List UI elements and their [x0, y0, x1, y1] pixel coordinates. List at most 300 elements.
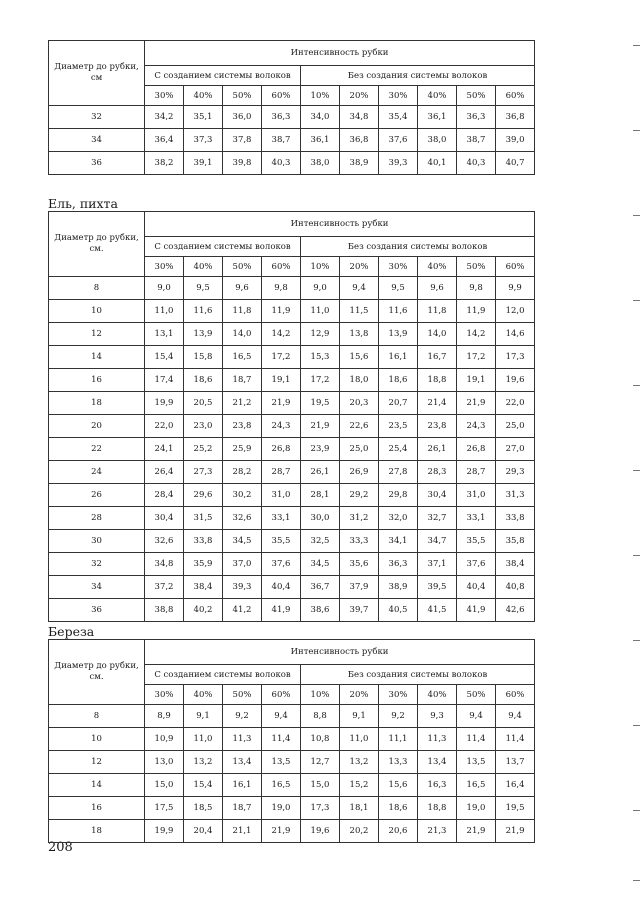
- value-cell: 15,2: [340, 774, 379, 797]
- section-title-birch: Береза: [48, 624, 95, 639]
- with-system-header: С созданием системы волоков: [145, 237, 301, 257]
- percent-header: 50%: [223, 86, 262, 106]
- value-cell: 13,9: [379, 323, 418, 346]
- value-cell: 15,0: [301, 774, 340, 797]
- value-cell: 26,4: [145, 461, 184, 484]
- percent-header: 50%: [457, 257, 496, 277]
- value-cell: 17,3: [301, 797, 340, 820]
- value-cell: 13,0: [145, 751, 184, 774]
- percent-header: 10%: [301, 86, 340, 106]
- value-cell: 41,9: [262, 599, 301, 622]
- value-cell: 11,0: [301, 300, 340, 323]
- value-cell: 38,8: [145, 599, 184, 622]
- value-cell: 36,8: [496, 106, 535, 129]
- table-row: [49, 576, 535, 599]
- value-cell: 17,2: [262, 346, 301, 369]
- value-cell: 36,8: [340, 129, 379, 152]
- value-cell: 9,9: [496, 277, 535, 300]
- value-cell: 16,3: [418, 774, 457, 797]
- value-cell: 37,9: [340, 576, 379, 599]
- value-cell: 36,0: [223, 106, 262, 129]
- diameter-cell: 10: [49, 300, 145, 323]
- intensity-header: Интенсивность рубки: [145, 41, 535, 66]
- value-cell: 38,2: [145, 152, 184, 175]
- percent-header: 60%: [496, 86, 535, 106]
- value-cell: 20,5: [184, 392, 223, 415]
- value-cell: 37,3: [184, 129, 223, 152]
- diameter-cell: 36: [49, 152, 145, 175]
- value-cell: 8,8: [301, 705, 340, 728]
- diameter-cell: 30: [49, 530, 145, 553]
- value-cell: 40,3: [262, 152, 301, 175]
- value-cell: 20,3: [340, 392, 379, 415]
- percent-header: 10%: [301, 257, 340, 277]
- page-number: 208: [48, 840, 73, 855]
- table-row: [49, 705, 535, 728]
- value-cell: 35,4: [379, 106, 418, 129]
- value-cell: 18,6: [379, 369, 418, 392]
- value-cell: 36,7: [301, 576, 340, 599]
- percent-header: 30%: [145, 257, 184, 277]
- value-cell: 13,1: [145, 323, 184, 346]
- value-cell: 9,0: [145, 277, 184, 300]
- value-cell: 9,4: [457, 705, 496, 728]
- value-cell: 40,5: [379, 599, 418, 622]
- table-row: [49, 369, 535, 392]
- value-cell: 11,0: [184, 728, 223, 751]
- value-cell: 33,3: [340, 530, 379, 553]
- value-cell: 9,4: [496, 705, 535, 728]
- value-cell: 14,0: [223, 323, 262, 346]
- value-cell: 19,0: [457, 797, 496, 820]
- table-row: [49, 797, 535, 820]
- value-cell: 9,6: [418, 277, 457, 300]
- value-cell: 25,4: [379, 438, 418, 461]
- percent-header: 30%: [145, 86, 184, 106]
- value-cell: 11,1: [379, 728, 418, 751]
- value-cell: 19,9: [145, 392, 184, 415]
- diameter-cell: 18: [49, 820, 145, 843]
- table-row: [49, 152, 535, 175]
- diameter-cell: 8: [49, 277, 145, 300]
- value-cell: 37,0: [223, 553, 262, 576]
- value-cell: 11,6: [379, 300, 418, 323]
- value-cell: 39,7: [340, 599, 379, 622]
- value-cell: 34,8: [145, 553, 184, 576]
- value-cell: 28,4: [145, 484, 184, 507]
- diameter-cell: 16: [49, 797, 145, 820]
- diameter-cell: 32: [49, 553, 145, 576]
- percent-header: 60%: [262, 685, 301, 705]
- value-cell: 19,0: [262, 797, 301, 820]
- value-cell: 16,1: [223, 774, 262, 797]
- value-cell: 22,0: [496, 392, 535, 415]
- value-cell: 32,6: [223, 507, 262, 530]
- percent-header: 60%: [496, 257, 535, 277]
- value-cell: 11,0: [340, 728, 379, 751]
- value-cell: 33,1: [262, 507, 301, 530]
- value-cell: 29,6: [184, 484, 223, 507]
- value-cell: 25,0: [340, 438, 379, 461]
- with-system-header: С созданием системы волоков: [145, 665, 301, 685]
- value-cell: 40,2: [184, 599, 223, 622]
- value-cell: 13,2: [184, 751, 223, 774]
- value-cell: 37,6: [457, 553, 496, 576]
- value-cell: 19,6: [301, 820, 340, 843]
- value-cell: 8,9: [145, 705, 184, 728]
- diameter-cell: 34: [49, 129, 145, 152]
- value-cell: 30,4: [418, 484, 457, 507]
- value-cell: 39,3: [223, 576, 262, 599]
- value-cell: 18,5: [184, 797, 223, 820]
- value-cell: 31,0: [262, 484, 301, 507]
- percent-header: 60%: [262, 86, 301, 106]
- value-cell: 21,4: [418, 392, 457, 415]
- value-cell: 11,9: [262, 300, 301, 323]
- table-row: [49, 106, 535, 129]
- value-cell: 31,5: [184, 507, 223, 530]
- diameter-cell: 16: [49, 369, 145, 392]
- value-cell: 9,4: [262, 705, 301, 728]
- value-cell: 34,1: [379, 530, 418, 553]
- percent-header: 10%: [301, 685, 340, 705]
- value-cell: 25,0: [496, 415, 535, 438]
- without-system-header: Без создания системы волоков: [301, 237, 535, 257]
- value-cell: 26,1: [301, 461, 340, 484]
- value-cell: 18,7: [223, 369, 262, 392]
- value-cell: 31,3: [496, 484, 535, 507]
- diameter-cell: 32: [49, 106, 145, 129]
- value-cell: 35,5: [262, 530, 301, 553]
- table-row: [49, 392, 535, 415]
- diameter-cell: 24: [49, 461, 145, 484]
- value-cell: 32,7: [418, 507, 457, 530]
- value-cell: 23,9: [301, 438, 340, 461]
- data-table-1: [48, 211, 535, 622]
- percent-header: 50%: [223, 257, 262, 277]
- diameter-cell: 28: [49, 507, 145, 530]
- value-cell: 15,8: [184, 346, 223, 369]
- value-cell: 22,0: [145, 415, 184, 438]
- value-cell: 20,4: [184, 820, 223, 843]
- value-cell: 11,8: [223, 300, 262, 323]
- value-cell: 9,0: [301, 277, 340, 300]
- value-cell: 21,9: [262, 820, 301, 843]
- value-cell: 22,6: [340, 415, 379, 438]
- value-cell: 21,9: [301, 415, 340, 438]
- value-cell: 9,6: [223, 277, 262, 300]
- value-cell: 20,7: [379, 392, 418, 415]
- value-cell: 40,1: [418, 152, 457, 175]
- diameter-cell: 14: [49, 346, 145, 369]
- value-cell: 27,0: [496, 438, 535, 461]
- data-table-2: [48, 639, 535, 843]
- value-cell: 36,3: [379, 553, 418, 576]
- percent-header: 30%: [379, 257, 418, 277]
- value-cell: 16,1: [379, 346, 418, 369]
- value-cell: 21,3: [418, 820, 457, 843]
- value-cell: 12,7: [301, 751, 340, 774]
- value-cell: 18,1: [340, 797, 379, 820]
- value-cell: 34,0: [301, 106, 340, 129]
- value-cell: 33,8: [496, 507, 535, 530]
- value-cell: 28,7: [262, 461, 301, 484]
- value-cell: 11,3: [223, 728, 262, 751]
- value-cell: 32,5: [301, 530, 340, 553]
- table-row: [49, 300, 535, 323]
- value-cell: 30,2: [223, 484, 262, 507]
- value-cell: 29,8: [379, 484, 418, 507]
- value-cell: 40,3: [457, 152, 496, 175]
- value-cell: 23,0: [184, 415, 223, 438]
- value-cell: 16,5: [457, 774, 496, 797]
- value-cell: 21,9: [262, 392, 301, 415]
- value-cell: 40,8: [496, 576, 535, 599]
- value-cell: 18,8: [418, 797, 457, 820]
- value-cell: 17,5: [145, 797, 184, 820]
- value-cell: 9,5: [184, 277, 223, 300]
- value-cell: 38,4: [496, 553, 535, 576]
- value-cell: 40,4: [262, 576, 301, 599]
- value-cell: 35,6: [340, 553, 379, 576]
- value-cell: 19,9: [145, 820, 184, 843]
- table-row: [49, 530, 535, 553]
- value-cell: 12,9: [301, 323, 340, 346]
- value-cell: 30,0: [301, 507, 340, 530]
- value-cell: 15,4: [145, 346, 184, 369]
- value-cell: 23,8: [223, 415, 262, 438]
- value-cell: 19,5: [496, 797, 535, 820]
- table-row: [49, 751, 535, 774]
- percent-header: 40%: [184, 257, 223, 277]
- value-cell: 14,6: [496, 323, 535, 346]
- value-cell: 14,2: [262, 323, 301, 346]
- value-cell: 38,0: [418, 129, 457, 152]
- value-cell: 34,5: [223, 530, 262, 553]
- value-cell: 36,3: [262, 106, 301, 129]
- value-cell: 10,8: [301, 728, 340, 751]
- without-system-header: Без создания системы волоков: [301, 66, 535, 86]
- value-cell: 31,2: [340, 507, 379, 530]
- percent-header: 50%: [457, 86, 496, 106]
- value-cell: 11,4: [262, 728, 301, 751]
- table-row: [49, 553, 535, 576]
- value-cell: 31,0: [457, 484, 496, 507]
- percent-header: 50%: [223, 685, 262, 705]
- intensity-header: Интенсивность рубки: [145, 640, 535, 665]
- table-row: [49, 507, 535, 530]
- table-row: [49, 461, 535, 484]
- diameter-cell: 36: [49, 599, 145, 622]
- value-cell: 16,5: [262, 774, 301, 797]
- value-cell: 24,3: [457, 415, 496, 438]
- table-row: [49, 346, 535, 369]
- percent-header: 20%: [340, 257, 379, 277]
- value-cell: 21,2: [223, 392, 262, 415]
- value-cell: 19,6: [496, 369, 535, 392]
- value-cell: 39,3: [379, 152, 418, 175]
- value-cell: 9,2: [379, 705, 418, 728]
- value-cell: 16,7: [418, 346, 457, 369]
- value-cell: 9,4: [340, 277, 379, 300]
- data-table-0: [48, 40, 535, 175]
- percent-header: 30%: [379, 685, 418, 705]
- diameter-cell: 18: [49, 392, 145, 415]
- diameter-cell: 8: [49, 705, 145, 728]
- value-cell: 13,3: [379, 751, 418, 774]
- value-cell: 21,1: [223, 820, 262, 843]
- table-row: [49, 415, 535, 438]
- value-cell: 24,3: [262, 415, 301, 438]
- value-cell: 34,7: [418, 530, 457, 553]
- value-cell: 15,3: [301, 346, 340, 369]
- value-cell: 9,1: [184, 705, 223, 728]
- diameter-cell: 10: [49, 728, 145, 751]
- value-cell: 11,4: [457, 728, 496, 751]
- value-cell: 23,8: [418, 415, 457, 438]
- value-cell: 9,2: [223, 705, 262, 728]
- value-cell: 18,8: [418, 369, 457, 392]
- value-cell: 20,6: [379, 820, 418, 843]
- value-cell: 36,4: [145, 129, 184, 152]
- value-cell: 37,2: [145, 576, 184, 599]
- value-cell: 21,9: [457, 820, 496, 843]
- value-cell: 11,9: [457, 300, 496, 323]
- value-cell: 25,9: [223, 438, 262, 461]
- intensity-header: Интенсивность рубки: [145, 212, 535, 237]
- value-cell: 37,6: [262, 553, 301, 576]
- diameter-cell: 22: [49, 438, 145, 461]
- value-cell: 38,7: [262, 129, 301, 152]
- value-cell: 36,1: [418, 106, 457, 129]
- value-cell: 35,5: [457, 530, 496, 553]
- value-cell: 21,9: [496, 820, 535, 843]
- value-cell: 26,9: [340, 461, 379, 484]
- percent-header: 30%: [145, 685, 184, 705]
- value-cell: 13,5: [262, 751, 301, 774]
- table-row: [49, 728, 535, 751]
- value-cell: 11,6: [184, 300, 223, 323]
- value-cell: 11,8: [418, 300, 457, 323]
- value-cell: 10,9: [145, 728, 184, 751]
- percent-header: 60%: [262, 257, 301, 277]
- value-cell: 38,7: [457, 129, 496, 152]
- value-cell: 30,4: [145, 507, 184, 530]
- value-cell: 39,8: [223, 152, 262, 175]
- diameter-header: Диаметр до рубки, см.: [49, 212, 145, 277]
- diameter-header: Диаметр до рубки, см.: [49, 640, 145, 705]
- value-cell: 33,8: [184, 530, 223, 553]
- value-cell: 14,0: [418, 323, 457, 346]
- value-cell: 39,1: [184, 152, 223, 175]
- percent-header: 60%: [496, 685, 535, 705]
- value-cell: 17,2: [301, 369, 340, 392]
- value-cell: 18,6: [184, 369, 223, 392]
- diameter-cell: 14: [49, 774, 145, 797]
- percent-header: 40%: [184, 86, 223, 106]
- value-cell: 13,5: [457, 751, 496, 774]
- value-cell: 25,2: [184, 438, 223, 461]
- diameter-cell: 12: [49, 323, 145, 346]
- value-cell: 13,4: [223, 751, 262, 774]
- without-system-header: Без создания системы волоков: [301, 665, 535, 685]
- value-cell: 23,5: [379, 415, 418, 438]
- value-cell: 29,2: [340, 484, 379, 507]
- table-row: [49, 484, 535, 507]
- table-row: [49, 323, 535, 346]
- value-cell: 35,1: [184, 106, 223, 129]
- value-cell: 17,3: [496, 346, 535, 369]
- diameter-header: Диаметр до рубки, см: [49, 41, 145, 106]
- percent-header: 20%: [340, 685, 379, 705]
- value-cell: 18,7: [223, 797, 262, 820]
- value-cell: 13,2: [340, 751, 379, 774]
- with-system-header: С созданием системы волоков: [145, 66, 301, 86]
- value-cell: 40,4: [457, 576, 496, 599]
- diameter-cell: 12: [49, 751, 145, 774]
- value-cell: 28,1: [301, 484, 340, 507]
- value-cell: 41,2: [223, 599, 262, 622]
- table-row: [49, 438, 535, 461]
- value-cell: 36,1: [301, 129, 340, 152]
- value-cell: 9,3: [418, 705, 457, 728]
- value-cell: 19,1: [262, 369, 301, 392]
- value-cell: 27,3: [184, 461, 223, 484]
- value-cell: 12,0: [496, 300, 535, 323]
- value-cell: 26,1: [418, 438, 457, 461]
- value-cell: 15,4: [184, 774, 223, 797]
- value-cell: 42,6: [496, 599, 535, 622]
- value-cell: 36,3: [457, 106, 496, 129]
- percent-header: 20%: [340, 86, 379, 106]
- value-cell: 41,5: [418, 599, 457, 622]
- value-cell: 38,6: [301, 599, 340, 622]
- value-cell: 11,0: [145, 300, 184, 323]
- percent-header: 30%: [379, 86, 418, 106]
- value-cell: 18,0: [340, 369, 379, 392]
- value-cell: 9,1: [340, 705, 379, 728]
- value-cell: 28,2: [223, 461, 262, 484]
- value-cell: 17,4: [145, 369, 184, 392]
- value-cell: 11,3: [418, 728, 457, 751]
- table-row: [49, 277, 535, 300]
- value-cell: 21,9: [457, 392, 496, 415]
- value-cell: 26,8: [457, 438, 496, 461]
- value-cell: 40,7: [496, 152, 535, 175]
- value-cell: 38,9: [379, 576, 418, 599]
- value-cell: 18,6: [379, 797, 418, 820]
- value-cell: 11,5: [340, 300, 379, 323]
- value-cell: 11,4: [496, 728, 535, 751]
- table-row: [49, 774, 535, 797]
- value-cell: 41,9: [457, 599, 496, 622]
- value-cell: 16,4: [496, 774, 535, 797]
- value-cell: 9,8: [457, 277, 496, 300]
- value-cell: 13,7: [496, 751, 535, 774]
- value-cell: 14,2: [457, 323, 496, 346]
- value-cell: 15,6: [340, 346, 379, 369]
- value-cell: 39,0: [496, 129, 535, 152]
- value-cell: 33,1: [457, 507, 496, 530]
- table-row: [49, 820, 535, 843]
- percent-header: 40%: [184, 685, 223, 705]
- value-cell: 20,2: [340, 820, 379, 843]
- value-cell: 34,8: [340, 106, 379, 129]
- percent-header: 40%: [418, 86, 457, 106]
- diameter-cell: 26: [49, 484, 145, 507]
- percent-header: 40%: [418, 685, 457, 705]
- value-cell: 13,4: [418, 751, 457, 774]
